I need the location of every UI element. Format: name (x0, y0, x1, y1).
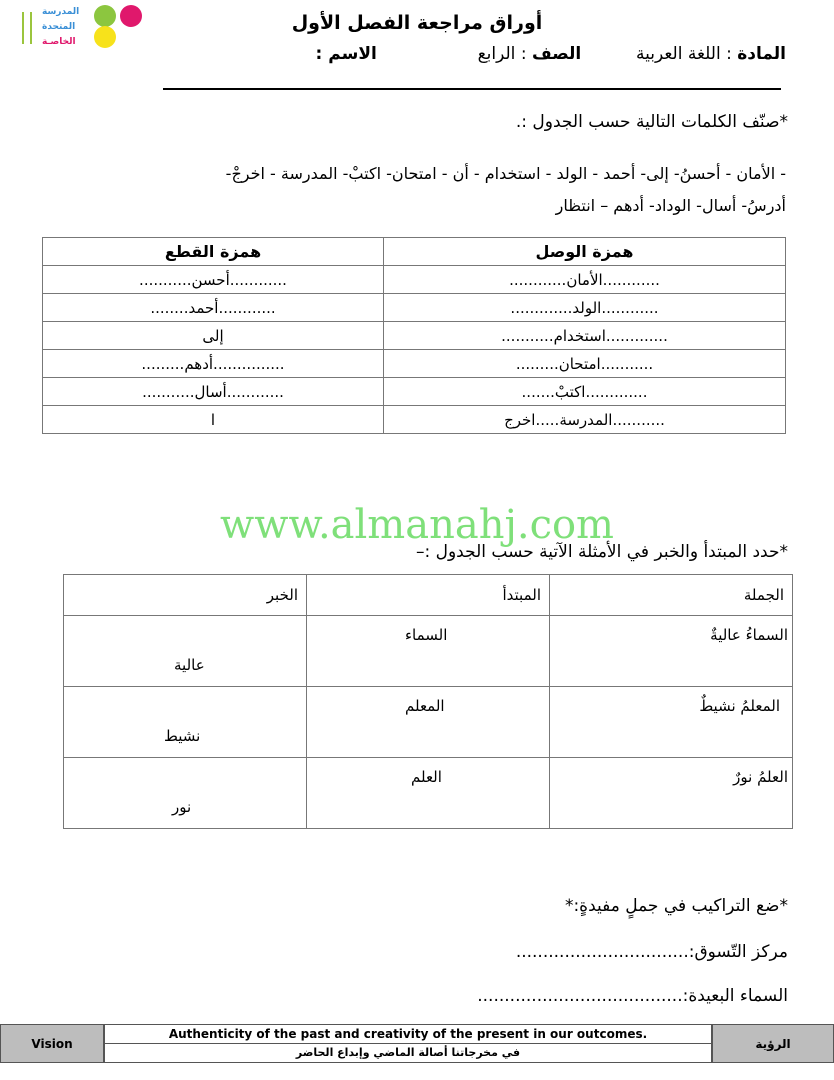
sentence-cell: السماءُ عاليةٌ (710, 626, 788, 644)
table-row (43, 378, 786, 406)
qat-cell: ............أسال........... (43, 378, 384, 406)
q1-instruction: *صنّف الكلمات التالية حسب الجدول :. (515, 112, 788, 132)
grade-value: : الرابع (477, 44, 527, 64)
mubtada-khabar-table (63, 574, 793, 829)
page-title: أوراق مراجعة الفصل الأول (291, 12, 543, 34)
logo-text-line1: المدرسة (42, 7, 80, 17)
vision-label-en: Vision (0, 1024, 104, 1063)
footer-motto (104, 1024, 712, 1063)
qat-cell: ............أحمد........ (43, 294, 384, 322)
watermark: www.almanahj.com (219, 502, 614, 548)
khabar-cell: نور (172, 798, 192, 816)
q3-instruction: *ضع التراكيب في جملٍ مفيدةٍ:* (564, 896, 788, 916)
qat-cell: ا (43, 406, 384, 434)
q3-line2: السماء البعيدة:...................................... (477, 986, 788, 1006)
qat-cell: ............أحسن........... (43, 266, 384, 294)
wasl-cell: ...........المدرسة.....اخرج (384, 406, 786, 434)
name-underline (163, 88, 781, 90)
qat-cell: إلى (43, 322, 384, 350)
wasl-cell: ............الأمان............ (384, 266, 786, 294)
motto-en: Authenticity of the past and creativity of the present in our outcomes. (105, 1025, 711, 1044)
sentence-cell: المعلمُ نشيطٌ (699, 697, 780, 715)
mubtada-cell: السماء (405, 626, 448, 644)
q1-word-list (46, 158, 786, 222)
sentence-cell: العلمُ نورٌ (733, 768, 788, 786)
mubtada-cell: المعلم (405, 697, 445, 715)
name-label: الاسم : (315, 44, 377, 64)
col-header-khabar: الخبر (64, 575, 307, 616)
subject-value: : اللغة العربية (635, 44, 732, 64)
table-row (64, 758, 793, 829)
table-row (43, 294, 786, 322)
footer-vision-bar (0, 1024, 834, 1062)
q3-line1: مركز التّسوق:................................ (515, 942, 788, 962)
subject-line (316, 44, 786, 64)
mubtada-cell: العلم (411, 768, 442, 786)
wasl-cell: .............اكتبْ....... (384, 378, 786, 406)
vision-label-ar: الرؤية (712, 1024, 834, 1063)
table-row (43, 266, 786, 294)
wasl-cell: ............الولد............. (384, 294, 786, 322)
khabar-cell: عالية (174, 656, 205, 674)
table-row (64, 616, 793, 687)
q1-words-line1: - الأمان - أحسنُ- إلى- أحمد - الولد - استخدام - أن - امتحان- اكتبْ- المدرسة - اخرجْ- (225, 164, 786, 183)
wasl-cell: ...........امتحان......... (384, 350, 786, 378)
table-row (43, 322, 786, 350)
hamza-table (42, 237, 786, 434)
col-header-hamzat-wasl: همزة الوصل (384, 238, 786, 266)
logo-text-line3: الخاصـة (42, 37, 76, 47)
table-row (43, 350, 786, 378)
khabar-cell: نشيط (164, 727, 201, 745)
table-row (43, 406, 786, 434)
subject-label: المادة (737, 44, 786, 64)
q2-instruction: *حدد المبتدأ والخبر في الأمثلة الآتية حسب الجدول :– (415, 542, 788, 562)
col-header-mubtada: المبتدأ (307, 575, 550, 616)
motto-ar: في مخرجاتنا أصالة الماضي وإبداع الحاضر (295, 1046, 521, 1059)
qat-cell: ...............أدهم......... (43, 350, 384, 378)
logo-text-line2: المتحدة (42, 22, 76, 32)
col-header-hamzat-qat: همزة القطع (43, 238, 384, 266)
col-header-sentence: الجملة (550, 575, 793, 616)
q1-words-line2: أدرسُ- أسال- الوداد- أدهم – انتظار (555, 196, 786, 215)
wasl-cell: .............استخدام........... (384, 322, 786, 350)
grade-label: الصف (531, 44, 582, 64)
table-row (64, 687, 793, 758)
